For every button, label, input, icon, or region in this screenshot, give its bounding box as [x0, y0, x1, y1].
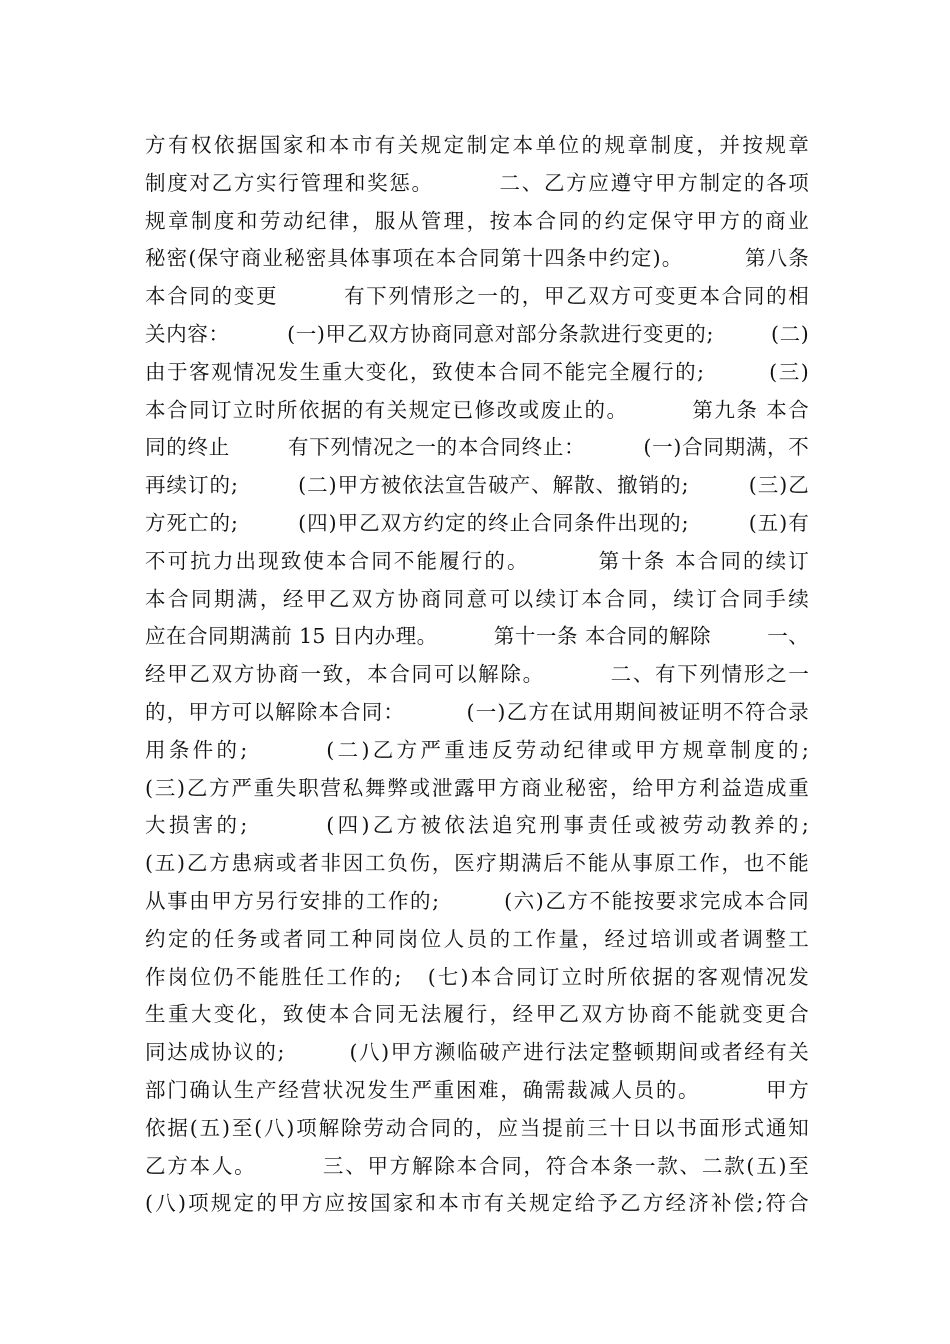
text-line: 方死亡的; (四)甲乙双方约定的终止合同条件出现的; (五)有: [145, 510, 809, 535]
text-line: 由于客观情况发生重大变化，致使本合同不能完全履行的; (三): [145, 359, 809, 384]
text-line: (八)项规定的甲方应按国家和本市有关规定给予乙方经济补偿;符合: [145, 1191, 809, 1216]
text-line: (三)乙方严重失职营私舞弊或泄露甲方商业秘密，给甲方利益造成重: [145, 775, 809, 800]
text-line: 关内容： (一)甲乙双方协商同意对部分条款进行变更的; (二): [145, 321, 809, 346]
text-line: 本合同订立时所依据的有关规定已修改或废止的。 第九条 本合: [145, 397, 809, 422]
text-line: 乙方本人。 三、甲方解除本合同，符合本条一款、二款(五)至: [145, 1153, 809, 1178]
text-line: 不可抗力出现致使本合同不能履行的。 第十条 本合同的续订: [145, 548, 809, 573]
contract-text-body: [145, 127, 809, 1223]
text-line: 生重大变化，致使本合同无法履行，经甲乙双方协商不能就变更合: [145, 1002, 809, 1027]
text-line: (五)乙方患病或者非因工负伤，医疗期满后不能从事原工作，也不能: [145, 851, 809, 876]
text-line: 本合同的变更 有下列情形之一的，甲乙双方可变更本合同的相: [145, 284, 809, 309]
text-line: 部门确认生产经营状况发生严重困难，确需裁减人员的。 甲方: [145, 1077, 809, 1102]
text-line: 制度对乙方实行管理和奖惩。 二、乙方应遵守甲方制定的各项: [145, 170, 809, 195]
text-line: 应在合同期满前 15 日内办理。 第十一条 本合同的解除 一、: [145, 624, 809, 649]
text-line: 大损害的; (四)乙方被依法追究刑事责任或被劳动教养的;: [145, 813, 809, 838]
text-line: 本合同期满，经甲乙双方协商同意可以续订本合同，续订合同手续: [145, 586, 809, 611]
text-line: 约定的任务或者同工种同岗位人员的工作量，经过培训或者调整工: [145, 926, 809, 951]
text-line: 依据(五)至(八)项解除劳动合同的，应当提前三十日以书面形式通知: [145, 1115, 809, 1140]
text-line: 的，甲方可以解除本合同： (一)乙方在试用期间被证明不符合录: [145, 699, 809, 724]
text-line: 用条件的; (二)乙方严重违反劳动纪律或甲方规章制度的;: [145, 737, 809, 762]
text-line: 同的终止 有下列情况之一的本合同终止： (一)合同期满，不: [145, 435, 809, 460]
text-line: 规章制度和劳动纪律，服从管理，按本合同的约定保守甲方的商业: [145, 208, 809, 233]
text-line: 作岗位仍不能胜任工作的; (七)本合同订立时所依据的客观情况发: [145, 964, 809, 989]
text-line: 方有权依据国家和本市有关规定制定本单位的规章制度，并按规章: [145, 133, 809, 157]
text-line: 同达成协议的; (八)甲方濒临破产进行法定整顿期间或者经有关: [145, 1040, 809, 1065]
text-line: 再续订的; (二)甲方被依法宣告破产、解散、撤销的; (三)乙: [145, 473, 809, 498]
text-line: 从事由甲方另行安排的工作的; (六)乙方不能按要求完成本合同: [145, 888, 809, 913]
text-line: 秘密(保守商业秘密具体事项在本合同第十四条中约定)。 第八条: [145, 246, 809, 271]
text-line: 经甲乙双方协商一致，本合同可以解除。 二、有下列情形之一: [145, 662, 809, 687]
